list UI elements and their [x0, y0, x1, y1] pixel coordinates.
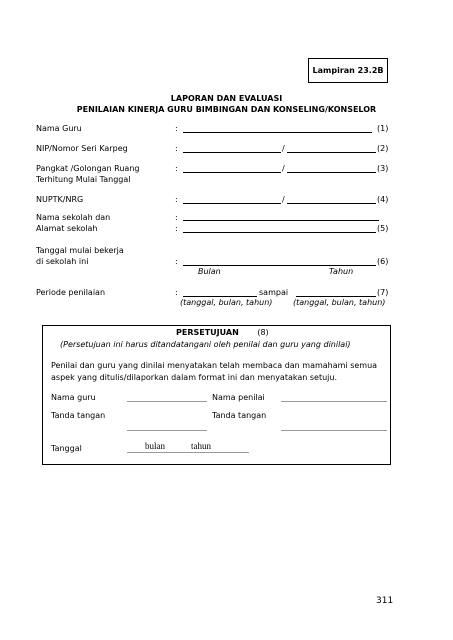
colon: :: [175, 124, 178, 133]
attachment-label: Lampiran 23.2B: [308, 58, 388, 83]
tanda-tangan-penilai-field[interactable]: [281, 430, 387, 431]
periode-end-field[interactable]: [296, 296, 376, 297]
field-number-7: (7): [377, 288, 389, 297]
field-number-6: (6): [377, 257, 389, 266]
tanggal-label: Tanggal: [51, 444, 82, 453]
tanda-tangan-guru-label: Tanda tangan: [51, 411, 106, 420]
colon: :: [175, 257, 178, 266]
field-number-3: (3): [377, 164, 389, 173]
nama-guru-sign-label: Nama guru: [51, 393, 96, 402]
nama-guru-label: Nama Guru: [36, 124, 82, 133]
field-number-4: (4): [377, 195, 389, 204]
colon: :: [175, 144, 178, 153]
approval-note: (Persetujuan ini harus ditandatangani oleh penilai dan guru yang dinilai): [60, 340, 351, 349]
nrg-field[interactable]: [287, 203, 376, 204]
tahun-label: tahun: [191, 441, 211, 451]
colon: :: [175, 213, 178, 222]
nuptk-field[interactable]: [183, 203, 281, 204]
field-number-1: (1): [377, 124, 389, 133]
periode-label: Periode penilaian: [36, 288, 106, 297]
karpeg-field[interactable]: [287, 152, 376, 153]
approval-heading: PERSETUJUAN: [176, 328, 239, 337]
pangkat-label: Pangkat /Golongan Ruang: [36, 164, 140, 173]
periode-end-hint: (tanggal, bulan, tahun): [293, 298, 386, 307]
nama-sekolah-label: Nama sekolah dan: [36, 213, 111, 222]
slash: /: [282, 164, 285, 173]
nama-penilai-label: Nama penilai: [212, 393, 265, 402]
nip-field[interactable]: [183, 152, 281, 153]
alamat-sekolah-field[interactable]: [183, 232, 376, 233]
colon: :: [175, 288, 178, 297]
colon: :: [175, 195, 178, 204]
sampai-label: sampai: [259, 288, 289, 297]
tanggal-field[interactable]: [127, 452, 249, 453]
nuptk-label: NUPTK/NRG: [36, 195, 84, 204]
hint-bulan: Bulan: [198, 267, 221, 276]
periode-start-hint: (tanggal, bulan, tahun): [180, 298, 273, 307]
slash: /: [282, 144, 285, 153]
tanggal-mulai-field[interactable]: [183, 265, 376, 266]
tanda-tangan-guru-field[interactable]: [127, 430, 207, 431]
hint-tahun: Tahun: [329, 267, 354, 276]
nama-penilai-field[interactable]: [281, 401, 387, 402]
approval-statement-2: aspek yang ditulis/dilaporkan dalam format ini dan menyatakan setuju.: [51, 373, 338, 382]
tanggal-mulai-label: Tanggal mulai bekerja: [36, 246, 124, 255]
approval-heading-num: (8): [257, 328, 269, 337]
tmt-label: Terhitung Mulai Tanggal: [36, 175, 131, 184]
nip-label: NIP/Nomor Seri Karpeg: [36, 144, 128, 153]
colon: :: [175, 164, 178, 173]
slash: /: [282, 195, 285, 204]
title-line-2: PENILAIAN KINERJA GURU BIMBINGAN DAN KONSELING/KONSELOR: [76, 105, 377, 114]
tanda-tangan-penilai-label: Tanda tangan: [212, 411, 267, 420]
page-number: 311: [376, 596, 394, 606]
pangkat-field[interactable]: [183, 172, 281, 173]
nama-guru-sign-field[interactable]: [127, 401, 207, 402]
field-number-5: (5): [377, 224, 389, 233]
approval-statement-1: Penilai dan guru yang dinilai menyatakan telah membaca dan mamahami semua: [51, 361, 378, 370]
field-number-2: (2): [377, 144, 389, 153]
approval-heading-row: [176, 328, 269, 337]
alamat-sekolah-label: Alamat sekolah: [36, 224, 98, 233]
nama-guru-field[interactable]: [183, 132, 372, 133]
di-sekolah-label: di sekolah ini: [36, 257, 89, 266]
tmt-field[interactable]: [287, 172, 376, 173]
bulan-label: bulan: [145, 441, 165, 451]
title-line-1: LAPORAN DAN EVALUASI: [170, 94, 283, 103]
colon: :: [175, 224, 178, 233]
periode-start-field[interactable]: [183, 296, 257, 297]
nama-sekolah-field[interactable]: [183, 220, 379, 221]
